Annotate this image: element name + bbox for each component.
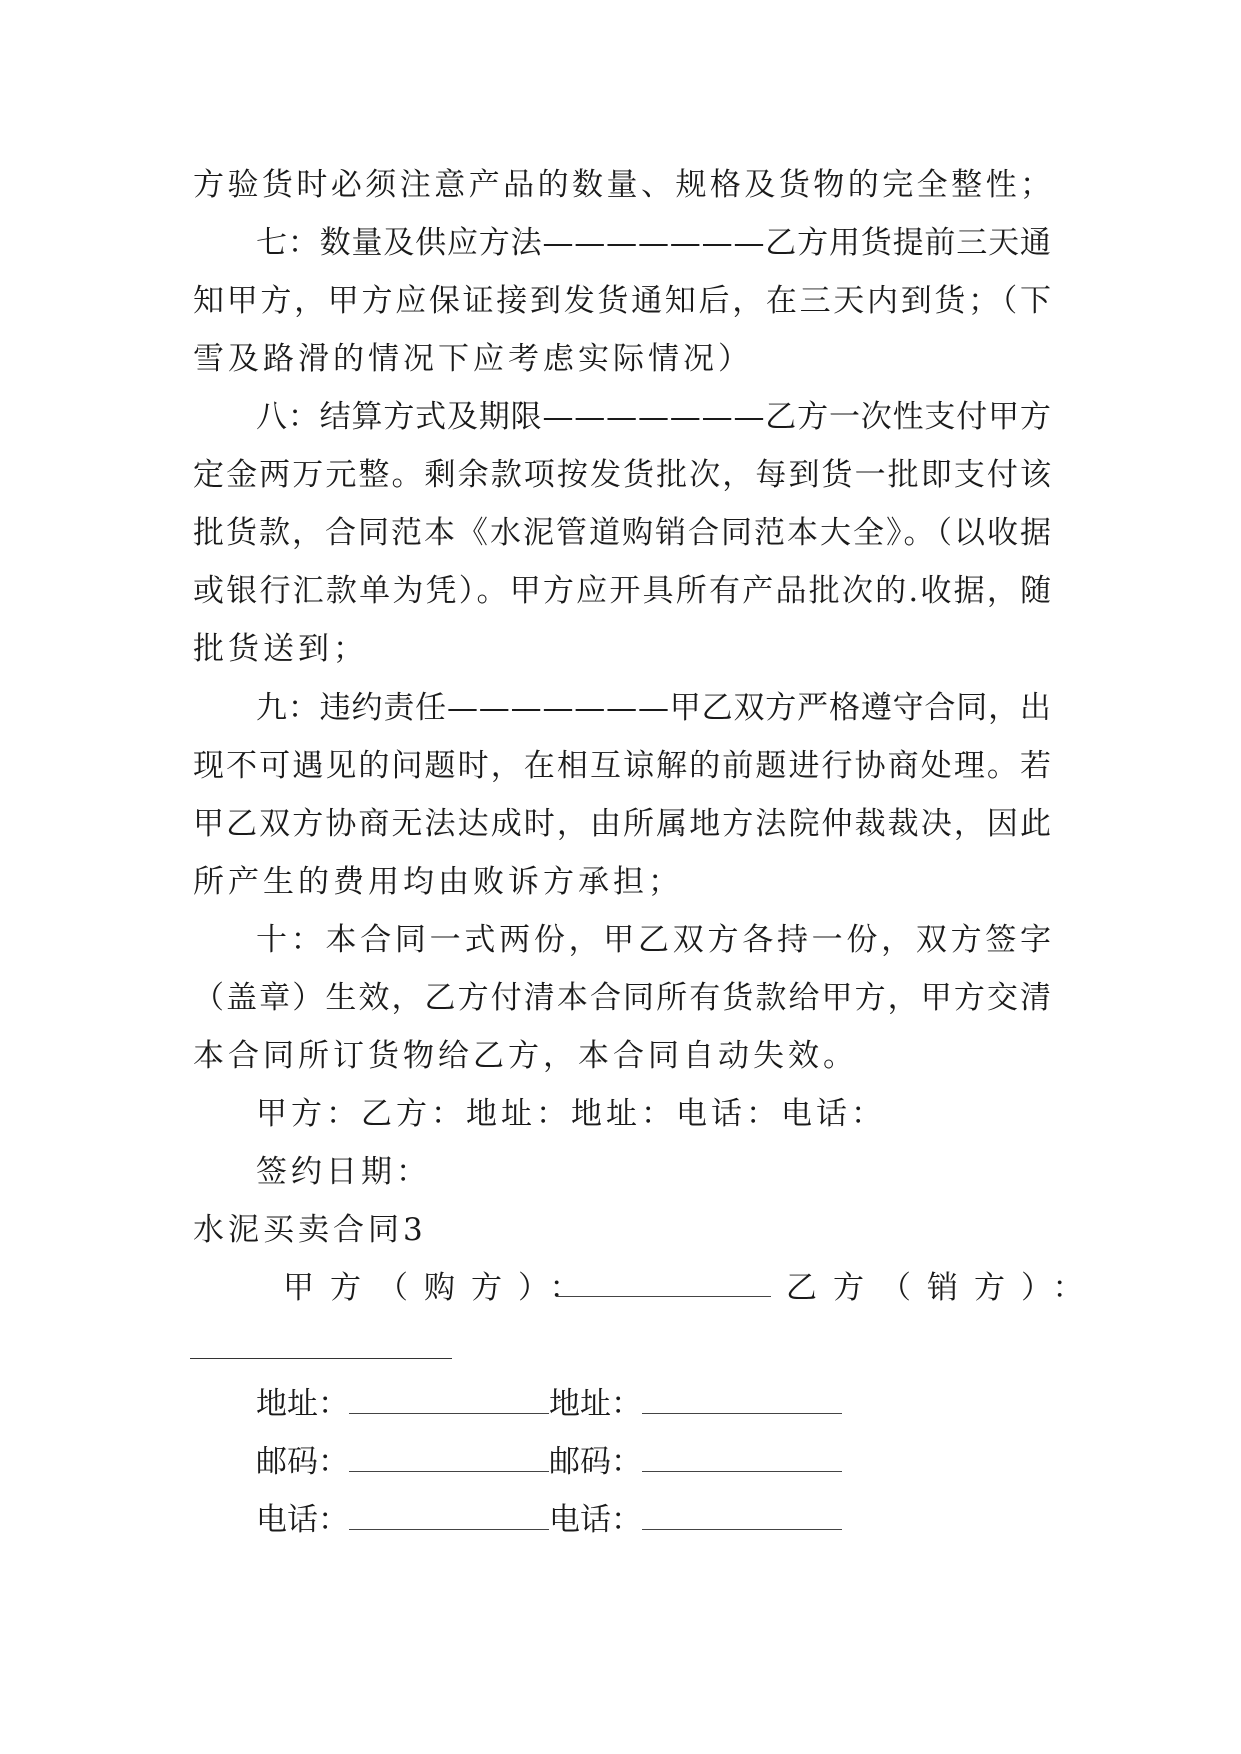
phone-label-b: 电话： (549, 1502, 642, 1538)
phone-blank-b (642, 1501, 842, 1530)
address-row (256, 1384, 842, 1424)
body-line: 所产生的费用均由败诉方承担； (193, 864, 683, 900)
address-blank-b (642, 1385, 842, 1414)
body-line: 或银行汇款单为凭）。甲方应开具所有产品批次的.收据，随 (193, 573, 1054, 609)
postcode-blank-a (349, 1443, 549, 1472)
body-line: 方验货时必须注意产品的数量、规格及货物的完全整性； (193, 167, 1055, 203)
body-line: 现不可遇见的问题时，在相互谅解的前题进行协商处理。若 (193, 748, 1054, 784)
phone-label-a: 电话： (256, 1502, 349, 1538)
party-line (256, 1268, 1100, 1308)
phone-blank-a (349, 1501, 549, 1530)
clause-10-line: 十：本合同一式两份，甲乙双方各持一份，双方签字 (256, 922, 1055, 958)
section-title: 水泥买卖合同3 (193, 1212, 427, 1248)
address-label-b: 地址： (549, 1386, 642, 1422)
party-a-blank (556, 1268, 771, 1297)
postcode-row (256, 1442, 842, 1482)
body-line: 定金两万元整。剩余款项按发货批次，每到货一批即支付该 (193, 457, 1054, 493)
body-line: 批货款，合同范本《水泥管道购销合同范本大全》。（以收据 (193, 515, 1053, 551)
body-line: 甲乙双方协商无法达成时，由所属地方法院仲裁裁决，因此 (193, 806, 1054, 842)
clause-7-line: 七：数量及供应方法———————乙方用货提前三天通 (256, 225, 1052, 261)
clause-8-line: 八：结算方式及期限———————乙方一次性支付甲方 (256, 399, 1052, 435)
body-line: 本合同所订货物给乙方，本合同自动失效。 (193, 1038, 858, 1074)
address-label-a: 地址： (256, 1386, 349, 1422)
signing-date-line: 签约日期： (256, 1154, 431, 1190)
clause-9-line: 九：违约责任———————甲乙双方严格遵守合同，出 (256, 690, 1052, 726)
body-line: （盖章）生效，乙方付清本合同所有货款给甲方，甲方交清 (193, 980, 1054, 1016)
postcode-blank-b (642, 1443, 842, 1472)
body-line: 批货送到； (193, 631, 368, 667)
party-b-blank (190, 1358, 452, 1359)
postcode-label-a: 邮码： (256, 1444, 349, 1480)
party-a-label: 甲方（购方）： (283, 1270, 597, 1306)
address-blank-a (349, 1385, 549, 1414)
party-b-label: 乙方（销方）： (786, 1270, 1100, 1306)
body-line: 雪及路滑的情况下应考虑实际情况） (193, 341, 753, 377)
body-line: 知甲方，甲方应保证接到发货通知后，在三天内到货；（下 (193, 283, 1054, 319)
postcode-label-b: 邮码： (549, 1444, 642, 1480)
phone-row (256, 1500, 842, 1540)
signature-parties-line: 甲方：乙方：地址：地址：电话：电话： (256, 1096, 886, 1132)
